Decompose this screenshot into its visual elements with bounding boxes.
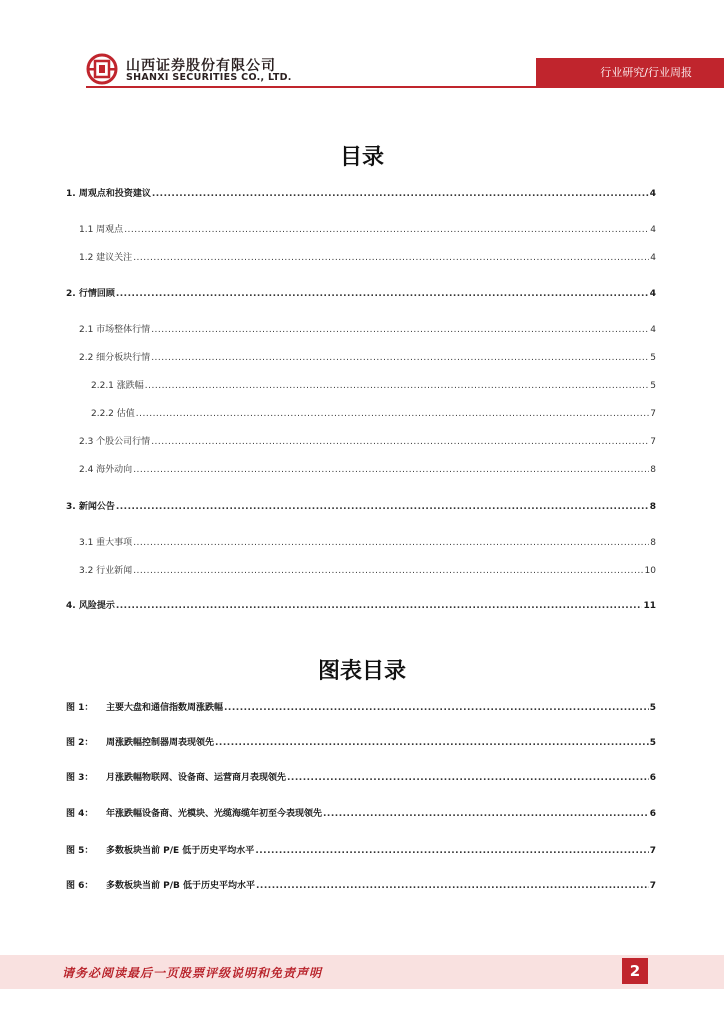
page-number: 2 (622, 958, 648, 984)
toc-item[interactable]: 2. 行情回顾 ..... 4 (66, 288, 656, 300)
toc-item[interactable]: 2.3 个股公司行情 ..... 7 (79, 436, 656, 448)
toc-item[interactable]: 2.2.1 涨跌幅 ..... 5 (91, 380, 656, 392)
toc-item[interactable]: 1.1 周观点 ..... 4 (79, 224, 656, 236)
toc-item[interactable]: 3.1 重大事项 ..... 8 (79, 537, 656, 549)
figure-item[interactable]: 图 4： 年涨跌幅设备商、光模块、光缆海缆年初至今表现领先 ..... 6 (66, 808, 656, 820)
figure-item[interactable]: 图 6： 多数板块当前 P/B 低于历史平均水平 ..... 7 (66, 880, 656, 892)
header-divider (86, 86, 724, 88)
page-header (0, 0, 724, 92)
company-name-en: SHANXI SECURITIES CO., LTD. (126, 72, 292, 83)
footer-disclaimer: 请务必阅读最后一页股票评级说明和免责声明 (62, 966, 323, 980)
report-category-band (536, 58, 724, 86)
toc-item[interactable]: 2.4 海外动向 ..... 8 (79, 464, 656, 476)
toc-title: 目录 (339, 145, 384, 170)
toc-item[interactable]: 3.2 行业新闻 ..... 10 (79, 565, 656, 577)
figure-item[interactable]: 图 5： 多数板块当前 P/E 低于历史平均水平 ..... 7 (66, 845, 656, 857)
toc-item[interactable]: 2.2.2 估值 ..... 7 (91, 408, 656, 420)
company-name-cn: 山西证券股份有限公司 (126, 58, 276, 74)
figure-item[interactable]: 图 1： 主要大盘和通信指数周涨跌幅 ..... 5 (66, 702, 656, 714)
toc-item[interactable]: 3. 新闻公告 ..... 8 (66, 501, 656, 513)
report-category: 行业研究/行业周报 (600, 66, 692, 79)
toc-item[interactable]: 1. 周观点和投资建议 ..... 4 (66, 188, 656, 200)
toc-item[interactable]: 2.1 市场整体行情 ..... 4 (79, 324, 656, 336)
shanxi-securities-logo-icon (86, 53, 118, 85)
toc-item[interactable]: 1.2 建议关注 ..... 4 (79, 252, 656, 264)
figure-item[interactable]: 图 2： 周涨跌幅控制器周表现领先 ..... 5 (66, 737, 656, 749)
toc-item[interactable]: 4. 风险提示 ..... 11 (66, 600, 656, 612)
figure-item[interactable]: 图 3： 月涨跌幅物联网、设备商、运营商月表现领先 ..... 6 (66, 772, 656, 784)
toc-item[interactable]: 2.2 细分板块行情 ..... 5 (79, 352, 656, 364)
figures-toc-title: 图表目录 (317, 659, 406, 684)
